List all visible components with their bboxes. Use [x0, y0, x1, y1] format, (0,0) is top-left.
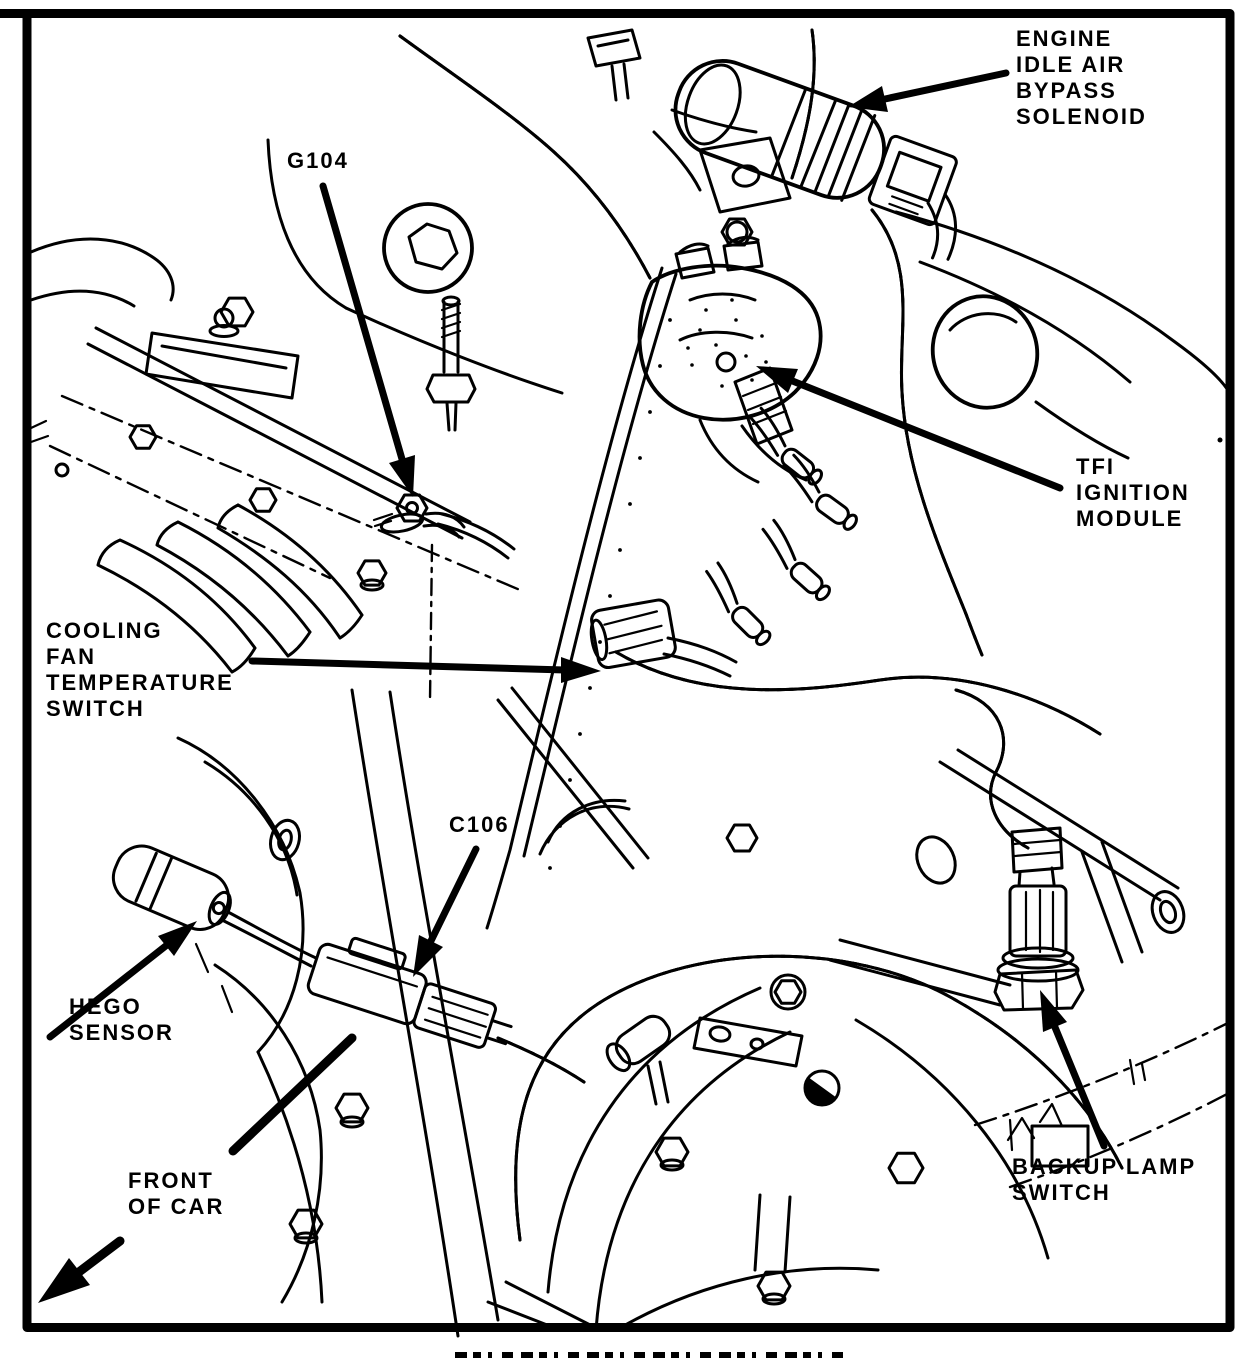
label-tfi-ignition-module	[1076, 454, 1190, 532]
backup-lamp-switch-art	[995, 828, 1083, 1010]
label-g104	[287, 148, 349, 174]
label-line: MODULE	[1076, 506, 1184, 531]
label-line: SENSOR	[69, 1020, 174, 1045]
arrow-c106	[413, 849, 476, 977]
label-line: BYPASS	[1016, 78, 1117, 103]
arrow-g104	[323, 186, 415, 497]
throttle-body-art	[588, 30, 790, 245]
label-engine-idle-air-bypass-solenoid	[1016, 26, 1147, 130]
label-line: G104	[287, 148, 349, 173]
idle-air-bypass-solenoid-art	[655, 48, 986, 263]
label-line: FAN	[46, 644, 96, 669]
dipstick-tube-art	[487, 268, 676, 928]
label-line: SOLENOID	[1016, 104, 1147, 129]
label-backup-lamp-switch	[1012, 1154, 1196, 1206]
clipped-caption-fragment	[455, 1352, 847, 1358]
label-line: HEGO	[69, 994, 142, 1019]
label-line: TEMPERATURE	[46, 670, 234, 695]
cooling-fan-temp-switch-art	[587, 598, 736, 676]
label-line: ENGINE	[1016, 26, 1113, 51]
label-c106	[449, 812, 510, 838]
arrow-cooling-fan-temperature-switch	[252, 657, 601, 683]
label-line: TFI	[1076, 454, 1115, 479]
arrow-engine-idle-air-bypass-solenoid	[848, 73, 1006, 112]
label-cooling-fan-temperature-switch	[46, 618, 234, 722]
label-line: C106	[449, 812, 510, 837]
c106-connector-art	[306, 929, 522, 1055]
label-front-of-car	[128, 1168, 224, 1220]
hego-sensor-art	[105, 838, 316, 966]
label-line: IGNITION	[1076, 480, 1190, 505]
label-line: FRONT	[128, 1168, 214, 1193]
distributor-tfi-art	[640, 237, 867, 647]
label-line: OF CAR	[128, 1194, 225, 1219]
label-line: SWITCH	[1012, 1180, 1111, 1205]
arrow-tfi-ignition-module	[756, 366, 1060, 488]
engine-block-art	[31, 140, 562, 1336]
label-hego-sensor	[69, 994, 174, 1046]
transmission-art	[488, 750, 1231, 1330]
label-line: COOLING	[46, 618, 163, 643]
label-line: BACKUP LAMP	[1012, 1154, 1197, 1179]
rocker-cover-art	[896, 212, 1231, 458]
label-line: IDLE AIR	[1016, 52, 1126, 77]
label-line: SWITCH	[46, 696, 145, 721]
